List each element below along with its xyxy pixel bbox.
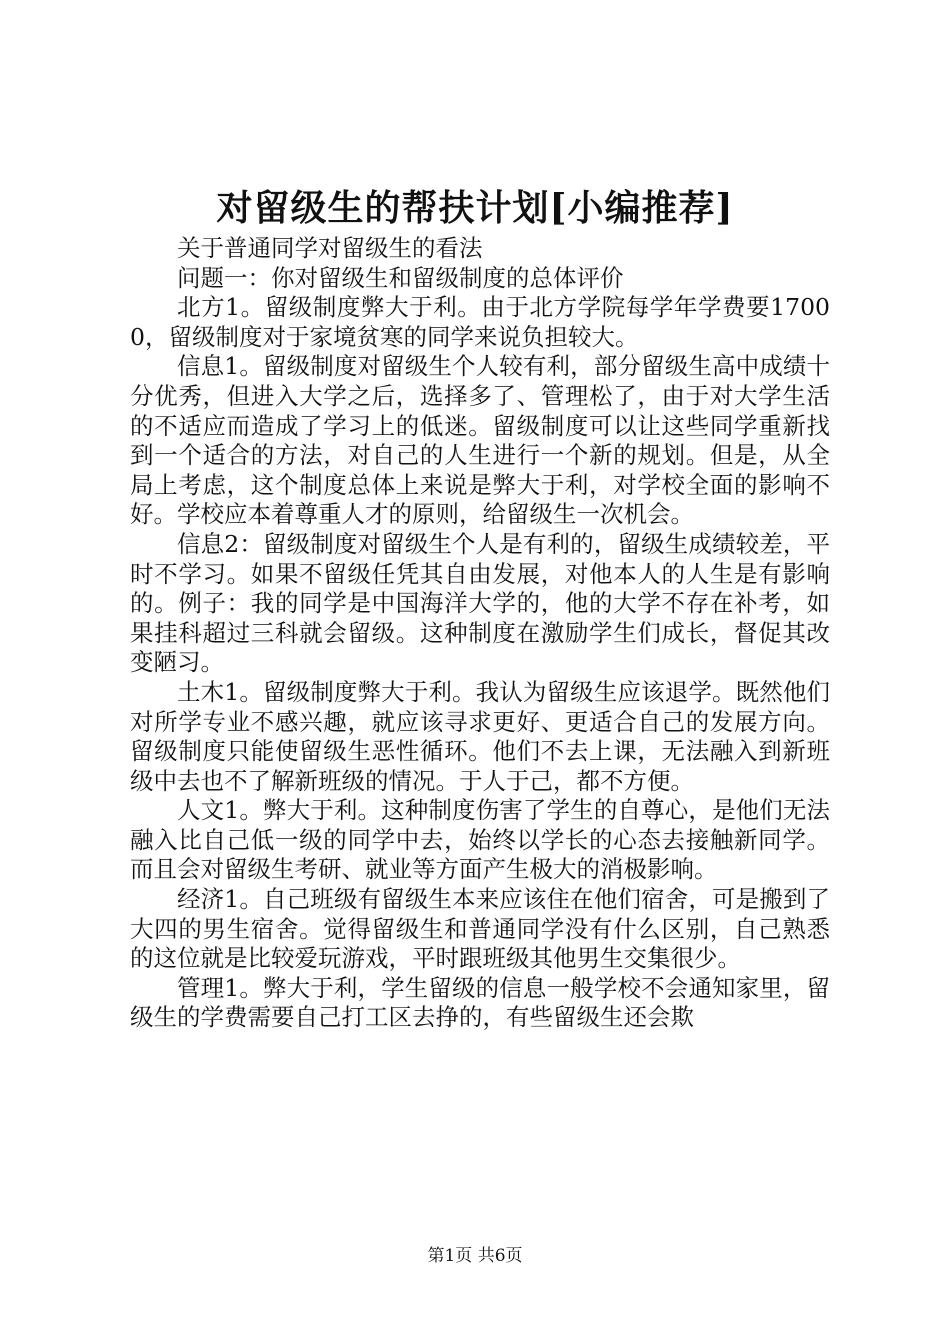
paragraph: 北方1。留级制度弊大于利。由于北方学院每学年学费要17000，留级制度对于家境贫寒的同学来说负担较大。 (130, 293, 830, 351)
document-body (130, 234, 830, 1033)
paragraph: 信息1。留级制度对留级生个人较有利，部分留级生高中成绩十分优秀，但进入大学之后，选择多了、管理松了，由于对大学生活的不适应而造成了学习上的低迷。留级制度可以让这些同学重新找到一个适合的方法，对自己的人生进行一个新的规划。但是，从全局上考虑，这个制度总体上来说是弊大于利，对学校全面的影响不好。学校应本着尊重人才的原则，给留级生一次机会。 (130, 352, 830, 529)
paragraph: 人文1。弊大于利。这种制度伤害了学生的自尊心，是他们无法融入比自己低一级的同学中去，始终以学长的心态去接触新同学。而且会对留级生考研、就业等方面产生极大的消极影响。 (130, 796, 830, 884)
paragraph: 土木1。留级制度弊大于利。我认为留级生应该退学。既然他们对所学专业不感兴趣，就应该寻求更好、更适合自己的发展方向。留级制度只能使留级生恶性循环。他们不去上课，无法融入到新班级中去也不了解新班级的情况。于人于己，都不方便。 (130, 677, 830, 795)
page-footer: 第1页 共6页 (427, 1246, 523, 1266)
paragraph: 信息2：留级制度对留级生个人是有利的，留级生成绩较差，平时不学习。如果不留级任凭其自由发展，对他本人的人生是有影响的。例子：我的同学是中国海洋大学的，他的大学不存在补考，如果挂科超过三科就会留级。这种制度在激励学生们成长，督促其改变陋习。 (130, 529, 830, 677)
paragraph: 管理1。弊大于利，学生留级的信息一般学校不会通知家里，留级生的学费需要自己打工区去挣的，有些留级生还会欺 (130, 973, 830, 1032)
paragraph: 关于普通同学对留级生的看法 (177, 234, 483, 262)
paragraph: 经济1。自己班级有留级生本来应该住在他们宿舍，可是搬到了大四的男生宿舍。觉得留级生和普通同学没有什么区别，自己熟悉的这位就是比较爱玩游戏，平时跟班级其他男生交集很少。 (130, 885, 830, 973)
document-title: 对留级生的帮扶计划[小编推荐] (216, 187, 734, 229)
paragraph: 问题一：你对留级生和留级制度的总体评价 (177, 263, 624, 292)
